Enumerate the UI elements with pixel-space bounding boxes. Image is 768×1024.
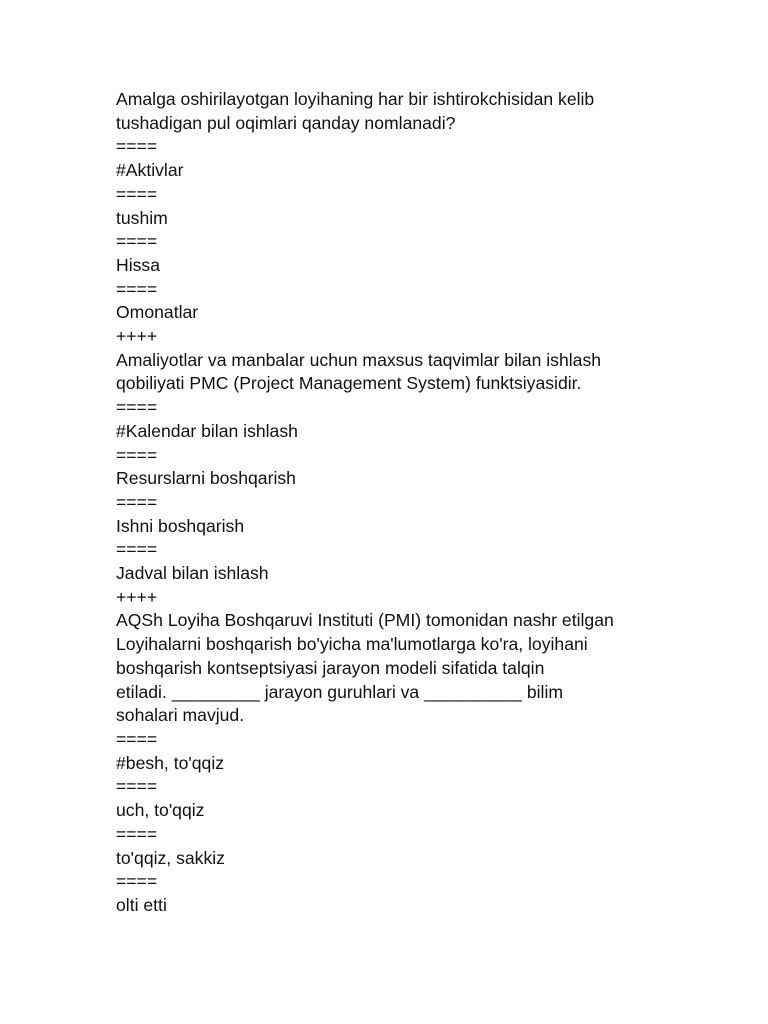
answer-option: uch, to'qqiz	[116, 800, 205, 821]
question-3-text-line-5: sohalari mavjud.	[116, 705, 245, 726]
separator: ====	[116, 183, 158, 204]
question-3-text-line-3: boshqarish kontseptsiyasi jarayon modeli sifatida talqin	[116, 657, 545, 678]
question-divider: ++++	[116, 326, 158, 347]
document-page	[116, 88, 736, 918]
answer-option: Ishni boshqarish	[116, 515, 245, 536]
answer-option-correct: #Kalendar bilan ishlash	[116, 420, 298, 441]
answer-option: Resurslarni boshqarish	[116, 468, 296, 489]
question-3-text-line-1: AQSh Loyiha Boshqaruvi Instituti (PMI) tomonidan nashr etilgan	[116, 610, 614, 631]
question-divider: ++++	[116, 586, 158, 607]
separator: ====	[116, 728, 158, 749]
answer-option: Jadval bilan ishlash	[116, 563, 269, 584]
answer-option: Hissa	[116, 254, 160, 275]
answer-option-correct: #Aktivlar	[116, 160, 184, 181]
answer-option: olti etti	[116, 894, 167, 915]
question-1-text-line-2: tushadigan pul oqimlari qanday nomlanadi?	[116, 112, 456, 133]
question-2-text-line-2: qobiliyati PMC (Project Management System) funktsiyasidir.	[116, 373, 582, 394]
separator: ====	[116, 871, 158, 892]
answer-option: to'qqiz, sakkiz	[116, 847, 225, 868]
question-2-text-line-1: Amaliyotlar va manbalar uchun maxsus taqvimlar bilan ishlash	[116, 349, 602, 370]
question-3-text-line-2: Loyihalarni boshqarish bo'yicha ma'lumotlarga ko'ra, loyihani	[116, 634, 588, 655]
separator: ====	[116, 539, 158, 560]
separator: ====	[116, 491, 158, 512]
separator: ====	[116, 278, 158, 299]
separator: ====	[116, 397, 158, 418]
question-1-text-line-1: Amalga oshirilayotgan loyihaning har bir ishtirokchisidan kelib	[116, 89, 595, 109]
separator: ====	[116, 136, 158, 157]
separator: ====	[116, 231, 158, 252]
answer-option: Omonatlar	[116, 302, 199, 323]
question-3-text-line-4: etiladi. _________ jarayon guruhlari va __________ bilim	[116, 681, 564, 702]
separator: ====	[116, 776, 158, 797]
answer-option: tushim	[116, 207, 168, 228]
separator: ====	[116, 444, 158, 465]
answer-option-correct: #besh, to'qqiz	[116, 752, 225, 773]
separator: ====	[116, 823, 158, 844]
